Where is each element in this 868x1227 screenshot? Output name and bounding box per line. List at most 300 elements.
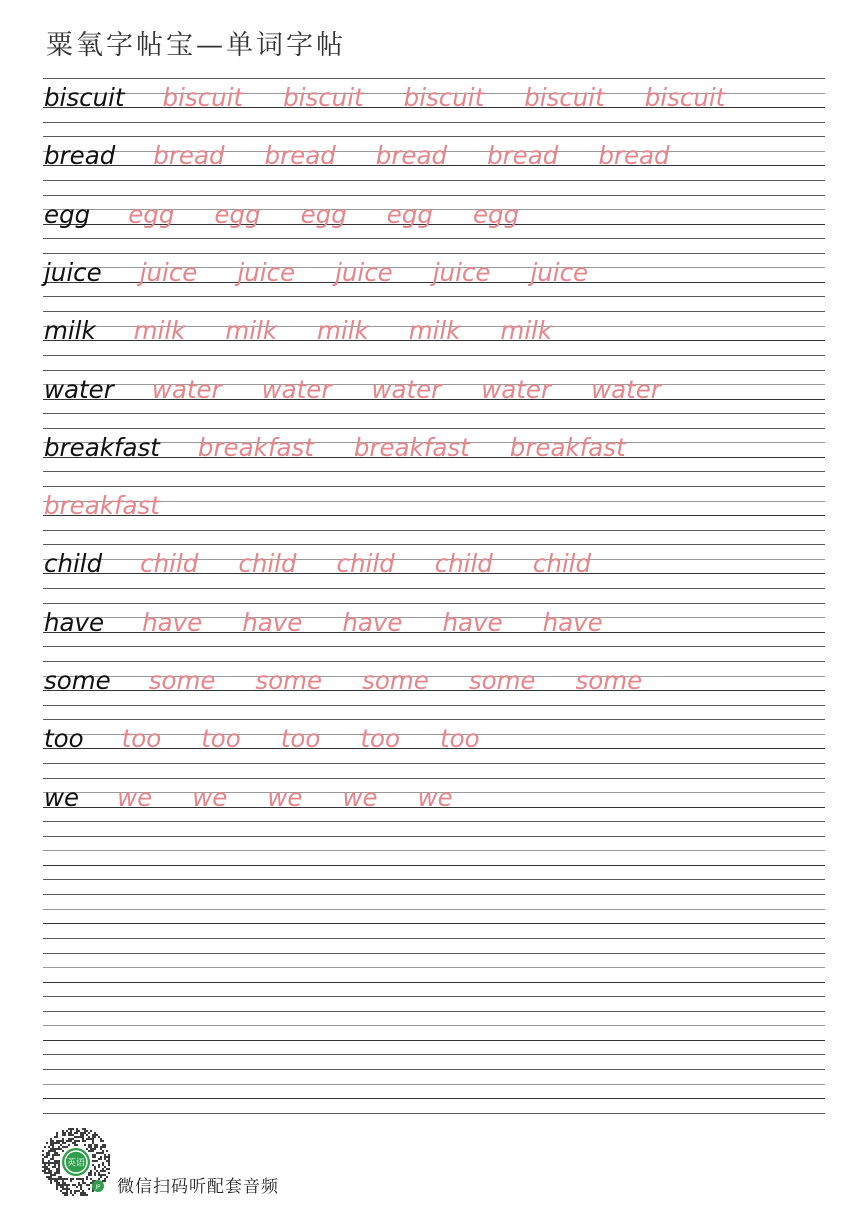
guide-line-top xyxy=(43,719,825,720)
qr-dot xyxy=(72,1142,74,1144)
guide-line-top xyxy=(43,370,825,371)
qr-dot xyxy=(72,1134,74,1136)
qr-dot xyxy=(108,1162,110,1164)
qr-dot xyxy=(56,1160,58,1162)
qr-dot xyxy=(84,1194,86,1196)
qr-dot xyxy=(76,1144,78,1146)
guide-line-bot xyxy=(43,646,825,647)
qr-dot xyxy=(84,1192,86,1194)
qr-dot xyxy=(92,1150,94,1152)
writing-row xyxy=(43,311,825,355)
guide-line-mid xyxy=(43,967,825,968)
trace-word: bread xyxy=(598,141,670,171)
qr-dot xyxy=(86,1130,88,1132)
qr-dot xyxy=(42,1170,44,1172)
qr-dot xyxy=(66,1130,68,1132)
qr-dot xyxy=(100,1176,102,1178)
guide-line-top xyxy=(43,778,825,779)
qr-dot xyxy=(102,1168,104,1170)
qr-dot xyxy=(108,1158,110,1160)
guide-line-bot xyxy=(43,355,825,356)
qr-dot xyxy=(88,1146,90,1148)
qr-dot xyxy=(72,1138,74,1140)
trace-word: we xyxy=(417,782,453,812)
qr-dot xyxy=(86,1184,88,1186)
qr-dot xyxy=(56,1132,58,1134)
qr-dot xyxy=(66,1184,68,1186)
qr-dot xyxy=(54,1178,56,1180)
qr-dot xyxy=(82,1192,84,1194)
qr-dot xyxy=(64,1146,66,1148)
qr-dot xyxy=(86,1138,88,1140)
qr-dot xyxy=(62,1150,64,1152)
qr-dot xyxy=(98,1152,100,1154)
qr-dot xyxy=(108,1172,110,1174)
practice-sheet xyxy=(43,0,825,1120)
qr-dot xyxy=(96,1146,98,1148)
qr-dot xyxy=(54,1162,56,1164)
writing-row xyxy=(43,1011,825,1055)
qr-dot xyxy=(48,1176,50,1178)
qr-dot xyxy=(48,1178,50,1180)
qr-dot xyxy=(92,1154,94,1156)
qr-dot xyxy=(52,1174,54,1176)
qr-dot xyxy=(56,1170,58,1172)
qr-dot xyxy=(82,1182,84,1184)
guide-line-top xyxy=(43,195,825,196)
qr-dot xyxy=(92,1180,94,1182)
qr-dot xyxy=(50,1162,52,1164)
qr-dot xyxy=(90,1148,92,1150)
qr-dot xyxy=(52,1166,54,1168)
qr-dot xyxy=(102,1174,104,1176)
qr-dot xyxy=(60,1190,62,1192)
qr-dot xyxy=(56,1148,58,1150)
qr-dot xyxy=(90,1174,92,1176)
writing-row xyxy=(43,253,825,297)
model-word: water xyxy=(44,374,114,404)
qr-dot xyxy=(70,1190,72,1192)
qr-dot xyxy=(104,1180,106,1182)
qr-dot xyxy=(100,1174,102,1176)
qr-dot xyxy=(86,1194,88,1196)
qr-dot xyxy=(84,1182,86,1184)
qr-dot xyxy=(104,1170,106,1172)
qr-dot xyxy=(56,1136,58,1138)
qr-dot xyxy=(58,1164,60,1166)
qr-dot xyxy=(42,1158,44,1160)
qr-dot xyxy=(82,1178,84,1180)
qr-dot xyxy=(46,1162,48,1164)
qr-dot xyxy=(44,1156,46,1158)
qr-dot xyxy=(82,1180,84,1182)
qr-dot xyxy=(50,1138,52,1140)
qr-dot xyxy=(88,1132,90,1134)
qr-dot xyxy=(100,1158,102,1160)
qr-dot xyxy=(88,1188,90,1190)
qr-dot xyxy=(104,1154,106,1156)
guide-line-bot xyxy=(43,471,825,472)
qr-dot xyxy=(96,1144,98,1146)
qr-dot xyxy=(42,1160,44,1162)
qr-dot xyxy=(100,1138,102,1140)
qr-dot xyxy=(84,1144,86,1146)
qr-dot xyxy=(60,1176,62,1178)
qr-dot xyxy=(106,1160,108,1162)
trace-word: too xyxy=(280,724,321,754)
guide-line-bot xyxy=(43,530,825,531)
qr-dot xyxy=(86,1176,88,1178)
guide-line-bot xyxy=(43,821,825,822)
qr-dot xyxy=(104,1166,106,1168)
qr-dot xyxy=(108,1164,110,1166)
trace-word: some xyxy=(575,666,643,695)
qr-dot xyxy=(94,1166,96,1168)
qr-dot xyxy=(58,1170,60,1172)
writing-row xyxy=(43,370,825,414)
qr-dot xyxy=(72,1184,74,1186)
qr-dot xyxy=(98,1164,100,1166)
qr-dot xyxy=(90,1144,92,1146)
qr-dot xyxy=(102,1150,104,1152)
qr-dot xyxy=(70,1130,72,1132)
qr-dot xyxy=(92,1156,94,1158)
guide-line-mid xyxy=(43,501,825,502)
qr-dot xyxy=(78,1130,80,1132)
qr-dot xyxy=(78,1136,80,1138)
qr-dot xyxy=(98,1172,100,1174)
qr-dot xyxy=(90,1150,92,1152)
trace-word: too xyxy=(360,724,400,754)
qr-dot xyxy=(48,1162,50,1164)
qr-dot xyxy=(106,1168,108,1170)
guide-line-bot xyxy=(43,1054,825,1055)
guide-line-top xyxy=(43,136,825,137)
qr-dot xyxy=(86,1148,88,1150)
qr-dot xyxy=(56,1180,58,1182)
writing-row xyxy=(43,136,825,180)
trace-word: child xyxy=(336,549,395,579)
qr-dot xyxy=(64,1184,66,1186)
trace-word: juice xyxy=(237,257,296,287)
trace-word: juice xyxy=(530,257,589,287)
page-title: 粟氧字帖宝—单词字帖 xyxy=(46,30,346,61)
qr-dot xyxy=(64,1194,66,1196)
qr-dot xyxy=(94,1172,96,1174)
qr-dot xyxy=(70,1134,72,1136)
qr-dot xyxy=(104,1158,106,1160)
qr-dot xyxy=(68,1128,70,1130)
qr-dot xyxy=(62,1184,64,1186)
trace-word: child xyxy=(532,549,592,579)
qr-dot xyxy=(90,1182,92,1184)
qr-dot xyxy=(48,1170,50,1172)
qr-dot xyxy=(48,1168,50,1170)
guide-line-top xyxy=(43,1069,825,1070)
trace-word: have xyxy=(142,607,203,637)
qr-dot xyxy=(56,1168,58,1170)
qr-dot xyxy=(50,1140,52,1142)
guide-line-base xyxy=(43,923,825,924)
qr-dot xyxy=(58,1176,60,1178)
trace-word: water xyxy=(261,374,332,404)
qr-dot xyxy=(58,1154,60,1156)
qr-dot xyxy=(100,1170,102,1172)
qr-dot xyxy=(70,1128,72,1130)
qr-dot xyxy=(94,1174,96,1176)
qr-dot xyxy=(56,1162,58,1164)
qr-dot xyxy=(54,1136,56,1138)
trace-word: water xyxy=(591,374,661,404)
qr-dot xyxy=(46,1156,48,1158)
model-word: have xyxy=(44,607,105,637)
qr-dot xyxy=(80,1178,82,1180)
qr-dot xyxy=(72,1194,74,1196)
qr-dot xyxy=(50,1178,52,1180)
qr-dot xyxy=(48,1164,50,1166)
guide-line-base xyxy=(43,982,825,983)
qr-dot xyxy=(42,1162,44,1164)
guide-line-top xyxy=(43,836,825,837)
trace-word: have xyxy=(442,607,503,637)
trace-word: biscuit xyxy=(644,83,726,112)
qr-dot xyxy=(62,1130,64,1132)
qr-dot xyxy=(66,1178,68,1180)
qr-dot xyxy=(52,1150,54,1152)
trace-word: too xyxy=(439,724,480,754)
qr-dot xyxy=(42,1166,44,1168)
trace-word: breakfast xyxy=(197,432,314,462)
guide-line-base xyxy=(43,515,825,516)
qr-dot xyxy=(54,1152,56,1154)
model-word: bread xyxy=(44,141,116,171)
qr-dot xyxy=(68,1140,70,1142)
trace-word: some xyxy=(468,666,536,695)
qr-dot xyxy=(62,1146,64,1148)
qr-dot xyxy=(66,1194,68,1196)
qr-dot xyxy=(54,1148,56,1150)
qr-dot xyxy=(106,1150,108,1152)
qr-dot xyxy=(98,1174,100,1176)
qr-dot xyxy=(104,1156,106,1158)
qr-dot xyxy=(92,1164,94,1166)
qr-dot xyxy=(80,1188,82,1190)
qr-dot xyxy=(76,1130,78,1132)
qr-dot xyxy=(94,1156,96,1158)
model-word: biscuit xyxy=(44,83,125,112)
trace-word: bread xyxy=(487,141,559,171)
writing-row xyxy=(43,953,825,997)
qr-dot xyxy=(88,1150,90,1152)
trace-word: we xyxy=(192,782,228,812)
qr-dot xyxy=(54,1174,56,1176)
trace-word: biscuit xyxy=(283,83,364,112)
model-word: too xyxy=(44,724,84,754)
qr-dot xyxy=(76,1190,78,1192)
qr-dot xyxy=(92,1148,94,1150)
trace-word: breakfast xyxy=(44,491,160,521)
qr-dot xyxy=(70,1192,72,1194)
qr-dot xyxy=(46,1176,48,1178)
qr-dot xyxy=(100,1152,102,1154)
trace-word: bread xyxy=(375,141,448,171)
qr-dot xyxy=(72,1128,74,1130)
qr-dot xyxy=(60,1184,62,1186)
qr-dot xyxy=(96,1134,98,1136)
qr-dot xyxy=(56,1142,58,1144)
model-word: breakfast xyxy=(44,432,160,462)
writing-row xyxy=(43,195,825,239)
qr-dot xyxy=(44,1168,46,1170)
qr-dot xyxy=(64,1134,66,1136)
trace-word: egg xyxy=(300,199,347,229)
trace-word: bread xyxy=(153,141,225,171)
qr-dot xyxy=(50,1174,52,1176)
qr-dot xyxy=(50,1180,52,1182)
qr-dot xyxy=(60,1178,62,1180)
qr-dot xyxy=(62,1178,64,1180)
qr-dot xyxy=(92,1136,94,1138)
qr-dot xyxy=(64,1192,66,1194)
qr-dot xyxy=(56,1188,58,1190)
qr-dot xyxy=(46,1142,48,1144)
qr-dot xyxy=(102,1144,104,1146)
qr-dot xyxy=(58,1166,60,1168)
qr-dot xyxy=(94,1132,96,1134)
trace-word: bread xyxy=(264,141,336,171)
qr-dot xyxy=(94,1136,96,1138)
guide-line-mid xyxy=(43,1084,825,1085)
qr-dot xyxy=(66,1192,68,1194)
qr-dot xyxy=(96,1152,98,1154)
guide-line-bot xyxy=(43,296,825,297)
qr-dot xyxy=(88,1172,90,1174)
trace-word: child xyxy=(140,549,199,579)
qr-dot xyxy=(100,1156,102,1158)
qr-dot xyxy=(48,1152,50,1154)
qr-dot xyxy=(102,1162,104,1164)
trace-word: biscuit xyxy=(403,83,485,112)
trace-word: water xyxy=(151,374,222,404)
qr-dot xyxy=(108,1168,110,1170)
qr-dot xyxy=(58,1142,60,1144)
trace-word: juice xyxy=(335,257,393,287)
writing-row xyxy=(43,1069,825,1113)
qr-dot xyxy=(62,1140,64,1142)
qr-dot xyxy=(88,1184,90,1186)
qr-dot xyxy=(84,1132,86,1134)
qr-dot xyxy=(108,1160,110,1162)
qr-dot xyxy=(44,1164,46,1166)
qr-dot xyxy=(68,1184,70,1186)
qr-dot xyxy=(68,1132,70,1134)
guide-line-bot xyxy=(43,413,825,414)
qr-dot xyxy=(58,1184,60,1186)
qr-dot xyxy=(50,1142,52,1144)
qr-dot xyxy=(94,1146,96,1148)
guide-line-top xyxy=(43,78,825,79)
footer xyxy=(40,1124,370,1204)
guide-line-bot xyxy=(43,879,825,880)
qr-dot xyxy=(60,1148,62,1150)
guide-line-mid xyxy=(43,850,825,851)
trace-word: too xyxy=(201,724,241,754)
qr-dot xyxy=(54,1166,56,1168)
qr-dot xyxy=(54,1172,56,1174)
model-word: milk xyxy=(44,316,96,346)
qr-dot xyxy=(78,1178,80,1180)
trace-word: juice xyxy=(432,257,491,287)
qr-dot xyxy=(84,1130,86,1132)
qr-dot xyxy=(100,1148,102,1150)
qr-dot xyxy=(56,1172,58,1174)
qr-dot xyxy=(48,1160,50,1162)
qr-dot xyxy=(82,1140,84,1142)
qr-dot xyxy=(70,1132,72,1134)
model-word: juice xyxy=(44,257,102,287)
qr-dot xyxy=(52,1148,54,1150)
qr-dot xyxy=(56,1154,58,1156)
qr-dot xyxy=(46,1172,48,1174)
qr-dot xyxy=(94,1144,96,1146)
qr-dot xyxy=(92,1190,94,1192)
qr-dot xyxy=(56,1184,58,1186)
qr-dot xyxy=(46,1154,48,1156)
qr-dot xyxy=(70,1140,72,1142)
qr-dot xyxy=(62,1188,64,1190)
qr-dot xyxy=(50,1170,52,1172)
trace-word: juice xyxy=(139,257,198,287)
qr-dot xyxy=(100,1140,102,1142)
qr-dot xyxy=(70,1138,72,1140)
qr-dot xyxy=(66,1140,68,1142)
trace-word: water xyxy=(371,374,442,404)
qr-dot xyxy=(54,1142,56,1144)
qr-dot xyxy=(86,1178,88,1180)
guide-line-top xyxy=(43,253,825,254)
guide-line-bot xyxy=(43,122,825,123)
qr-dot xyxy=(46,1166,48,1168)
qr-dot xyxy=(72,1178,74,1180)
qr-dot xyxy=(60,1140,62,1142)
guide-line-top xyxy=(43,486,825,487)
guide-line-top xyxy=(43,544,825,545)
qr-dot xyxy=(74,1190,76,1192)
qr-dot xyxy=(102,1180,104,1182)
qr-dot xyxy=(46,1168,48,1170)
guide-line-bot xyxy=(43,1113,825,1114)
qr-dot xyxy=(54,1164,56,1166)
qr-code-icon[interactable] xyxy=(40,1126,112,1198)
trace-word: some xyxy=(255,666,323,695)
qr-dot xyxy=(70,1178,72,1180)
qr-dot xyxy=(52,1144,54,1146)
model-word: egg xyxy=(44,199,91,229)
qr-dot xyxy=(68,1188,70,1190)
qr-dot xyxy=(78,1190,80,1192)
qr-dot xyxy=(60,1186,62,1188)
qr-dot xyxy=(58,1182,60,1184)
qr-dot xyxy=(92,1138,94,1140)
qr-dot xyxy=(54,1150,56,1152)
qr-dot xyxy=(84,1140,86,1142)
guide-line-mid xyxy=(43,1025,825,1026)
qr-dot xyxy=(80,1132,82,1134)
qr-dot xyxy=(48,1154,50,1156)
guide-line-base xyxy=(43,865,825,866)
qr-dot xyxy=(104,1146,106,1148)
qr-dot xyxy=(80,1134,82,1136)
